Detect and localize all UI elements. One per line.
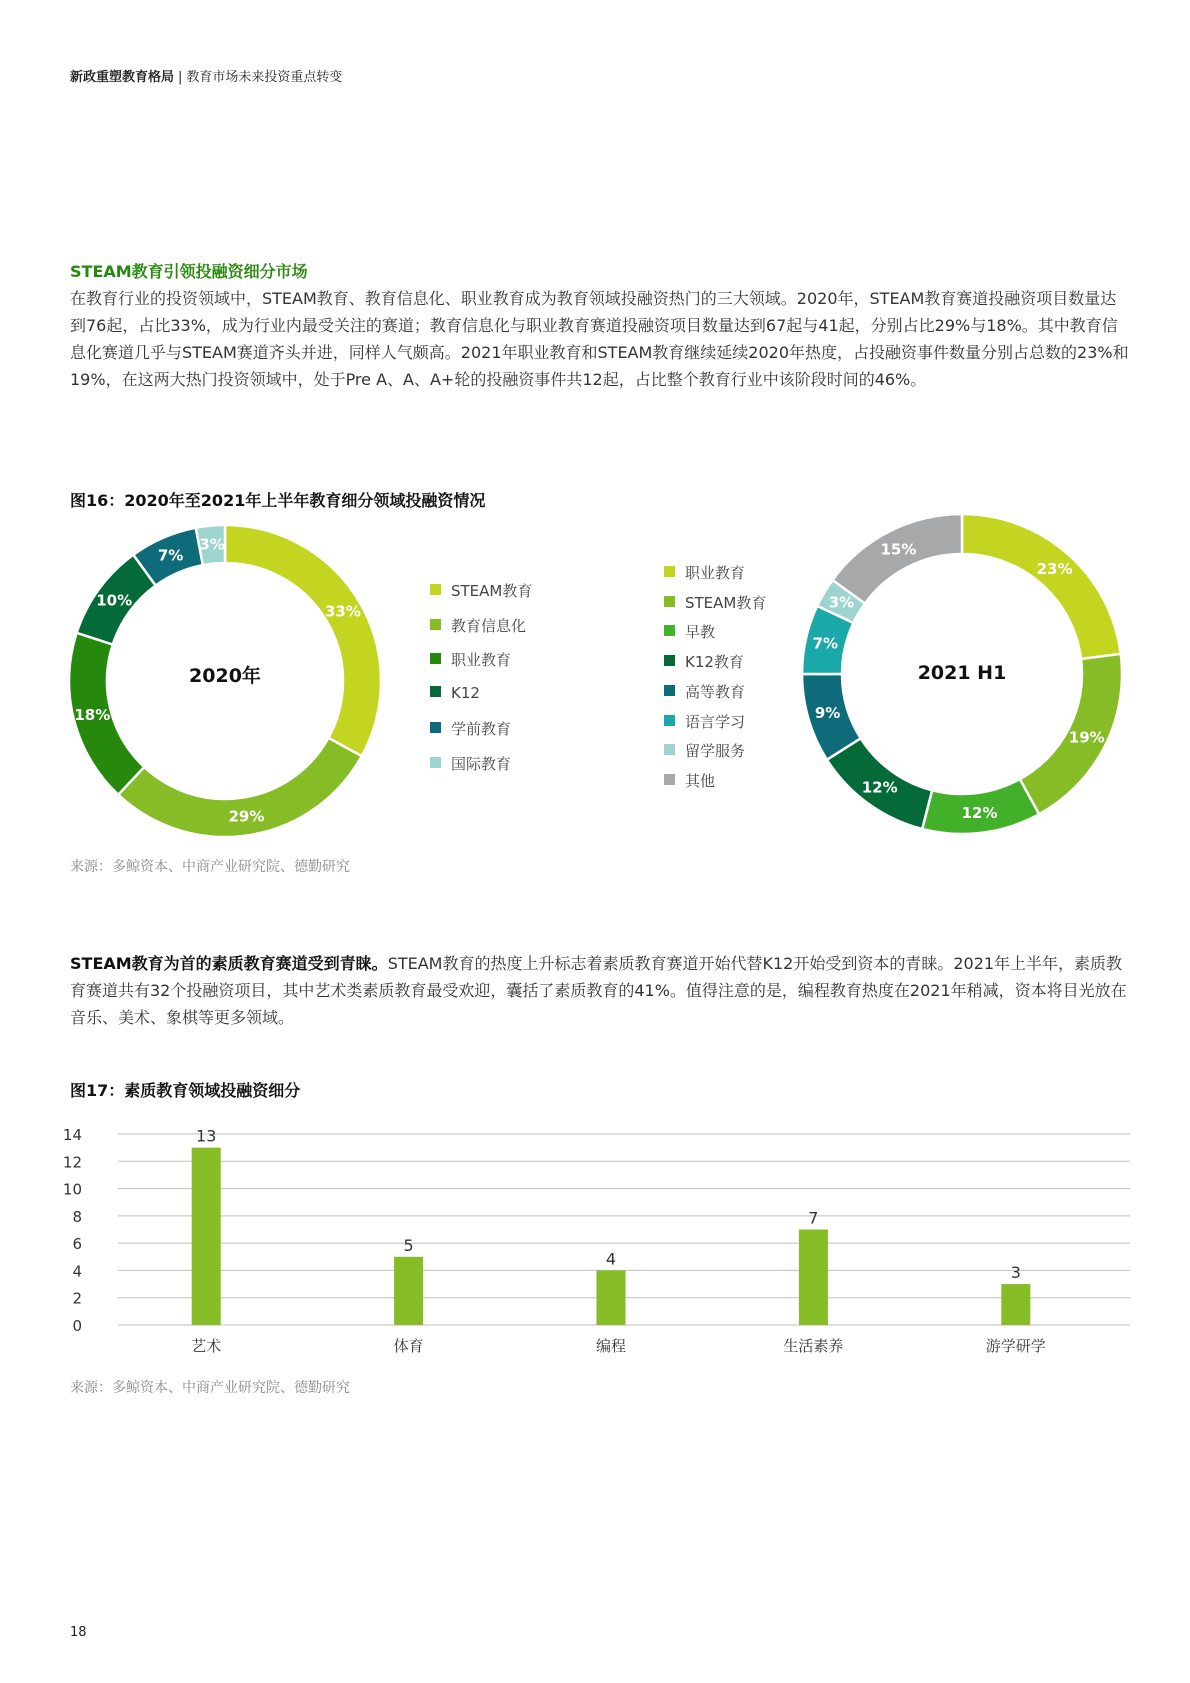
page-number: 18: [70, 1625, 87, 1640]
legend-swatch: [430, 757, 441, 768]
legend-item: [664, 562, 745, 583]
x-category-label: 编程: [595, 1337, 627, 1355]
legend-swatch: [664, 655, 675, 666]
legend-item: [430, 580, 532, 601]
bar: [799, 1230, 828, 1326]
legend-swatch: [664, 596, 675, 607]
x-category-label: 生活素养: [783, 1337, 844, 1355]
legend-label: 语言学习: [685, 712, 746, 731]
legend-item: [430, 684, 480, 702]
donut-chart-2021: [797, 509, 1127, 839]
legend-label: 留学服务: [685, 742, 746, 761]
donut-slice-label: 12%: [961, 803, 998, 822]
y-tick-label: 14: [62, 1126, 82, 1144]
y-tick-label: 12: [62, 1153, 82, 1172]
legend-item: [664, 621, 715, 642]
legend-label: K12: [451, 683, 480, 702]
legend-item: [664, 681, 745, 702]
legend-label: STEAM教育: [451, 582, 533, 600]
donut-slice-label: 7%: [812, 634, 839, 653]
y-tick-label: 4: [72, 1262, 82, 1281]
bar-value-label: 4: [605, 1249, 617, 1269]
paragraph-2: [70, 950, 1130, 1031]
legend-item: [664, 711, 745, 732]
legend-2020: [430, 580, 610, 780]
donut-slice-label: 7%: [157, 546, 184, 565]
donut-center-label-2021: 2021 H1: [917, 662, 1007, 684]
legend-label: STEAM教育: [685, 593, 767, 612]
y-tick-label: 8: [72, 1207, 82, 1226]
bar: [192, 1148, 221, 1325]
donut-chart-2020: [65, 516, 395, 846]
header-separator: |: [178, 70, 183, 85]
header-subtitle: 教育市场未来投资重点转变: [186, 70, 343, 85]
donut-slice-label: 29%: [228, 807, 265, 826]
legend-swatch: [430, 619, 441, 630]
donut-slice-label: 3%: [199, 535, 225, 554]
legend-label: 其他: [685, 771, 716, 790]
figure-16-title: 图16：2020年至2021年上半年教育细分领域投融资情况: [70, 491, 486, 510]
paragraph-2-body: STEAM教育的热度上升标志着素质教育赛道开始代替K12开始受到资本的青睐。2021年上半年，素质教育赛道共有32个投融资项目，其中艺术类素质教育最受欢迎，囊括了素质教育的41%。值得注意的是，编程教育热度在2021年稍减，资本将目光放在音乐、美术、象棋等更多领域。: [70, 954, 1127, 1027]
bar-value-label: 7: [808, 1208, 819, 1228]
donut-slice-label: 3%: [828, 593, 855, 612]
legend-item: [430, 753, 511, 774]
bar-value-label: 5: [403, 1235, 414, 1255]
legend-swatch: [664, 715, 675, 726]
y-tick-label: 2: [72, 1289, 82, 1308]
bar-chart-quality-education: [55, 1110, 1135, 1360]
legend-swatch: [664, 625, 675, 636]
legend-label: K12教育: [685, 653, 744, 672]
x-category-label: 艺术: [191, 1337, 222, 1355]
donut-slice-label: 19%: [1068, 728, 1105, 747]
legend-label: 学前教育: [451, 720, 512, 738]
x-category-label: 游学研学: [985, 1337, 1046, 1355]
donut-slice-label: 18%: [74, 706, 111, 725]
legend-label: 教育信息化: [451, 616, 527, 635]
legend-swatch: [664, 774, 675, 785]
intro-paragraph: [70, 285, 1130, 393]
x-category-label: 体育: [393, 1337, 424, 1355]
donut-slice-label: 15%: [880, 540, 917, 559]
bar-value-label: 13: [196, 1126, 217, 1146]
legend-item: [430, 718, 511, 739]
bar-value-label: 3: [1010, 1263, 1021, 1283]
y-tick-label: 0: [72, 1317, 82, 1335]
legend-label: 国际教育: [451, 754, 512, 773]
legend-label: 早教: [685, 623, 716, 642]
legend-swatch: [430, 686, 441, 697]
legend-label: 高等教育: [685, 682, 746, 701]
y-tick-label: 10: [62, 1180, 82, 1199]
page-header: [70, 66, 342, 85]
source-note-2: 来源：多鲸资本、中商产业研究院、德勤研究: [70, 1380, 350, 1396]
legend-swatch: [664, 566, 675, 577]
figure-17-title: 图17：素质教育领域投融资细分: [70, 1081, 301, 1100]
header-title: 新政重塑教育格局: [70, 70, 175, 85]
donut-slice-label: 12%: [861, 778, 898, 797]
legend-swatch: [430, 722, 441, 733]
legend-item: [430, 649, 511, 670]
donut-slice-label: 10%: [96, 591, 133, 610]
section-title: STEAM教育引领投融资细分市场: [70, 262, 308, 281]
legend-swatch: [430, 584, 441, 595]
donut-slice-label: 23%: [1036, 559, 1073, 578]
legend-label: 职业教育: [451, 651, 512, 669]
legend-item: [664, 740, 745, 761]
donut-slice-label: 33%: [324, 602, 361, 621]
legend-label: 职业教育: [685, 564, 746, 582]
intro-text: 在教育行业的投资领域中，STEAM教育、教育信息化、职业教育成为教育领域投融资热门的三大领域。2020年，STEAM教育赛道投融资项目数量达到76起，占比33%，成为行业内最受关注的赛道；教育信息化与职业教育赛道投融资项目数量达到67起与41起，分别占比29%与18%。其中教育信息化赛道几乎与STEAM赛道齐头并进，同样人气颇高。2021年职业教育和STEAM教育继续延续2020年热度，占投融资事件数量分别占总数的23%和19%，在这两大热门投资领域中，处于Pre A、A、A+轮的投融资事件共12起，占比整个教育行业中该阶段时间的46%。: [70, 289, 1129, 389]
donut-slice: [833, 514, 962, 603]
legend-item: [664, 592, 766, 613]
donut-center-label-2020: 2020年: [189, 665, 261, 687]
source-note-1: 来源：多鲸资本、中商产业研究院、德勤研究: [70, 859, 350, 875]
legend-item: [664, 770, 715, 791]
donut-slice: [962, 514, 1121, 659]
bar: [597, 1270, 626, 1325]
donut-slice-label: 9%: [814, 704, 841, 723]
legend-swatch: [430, 653, 441, 664]
y-tick-label: 6: [72, 1235, 82, 1254]
bar: [1001, 1284, 1030, 1325]
bar: [394, 1257, 423, 1325]
legend-item: [664, 651, 744, 672]
donut-slice: [225, 525, 381, 756]
legend-item: [430, 615, 526, 636]
legend-swatch: [664, 685, 675, 696]
legend-swatch: [664, 744, 675, 755]
paragraph-2-lead: STEAM教育为首的素质教育赛道受到青睐。: [70, 954, 388, 973]
